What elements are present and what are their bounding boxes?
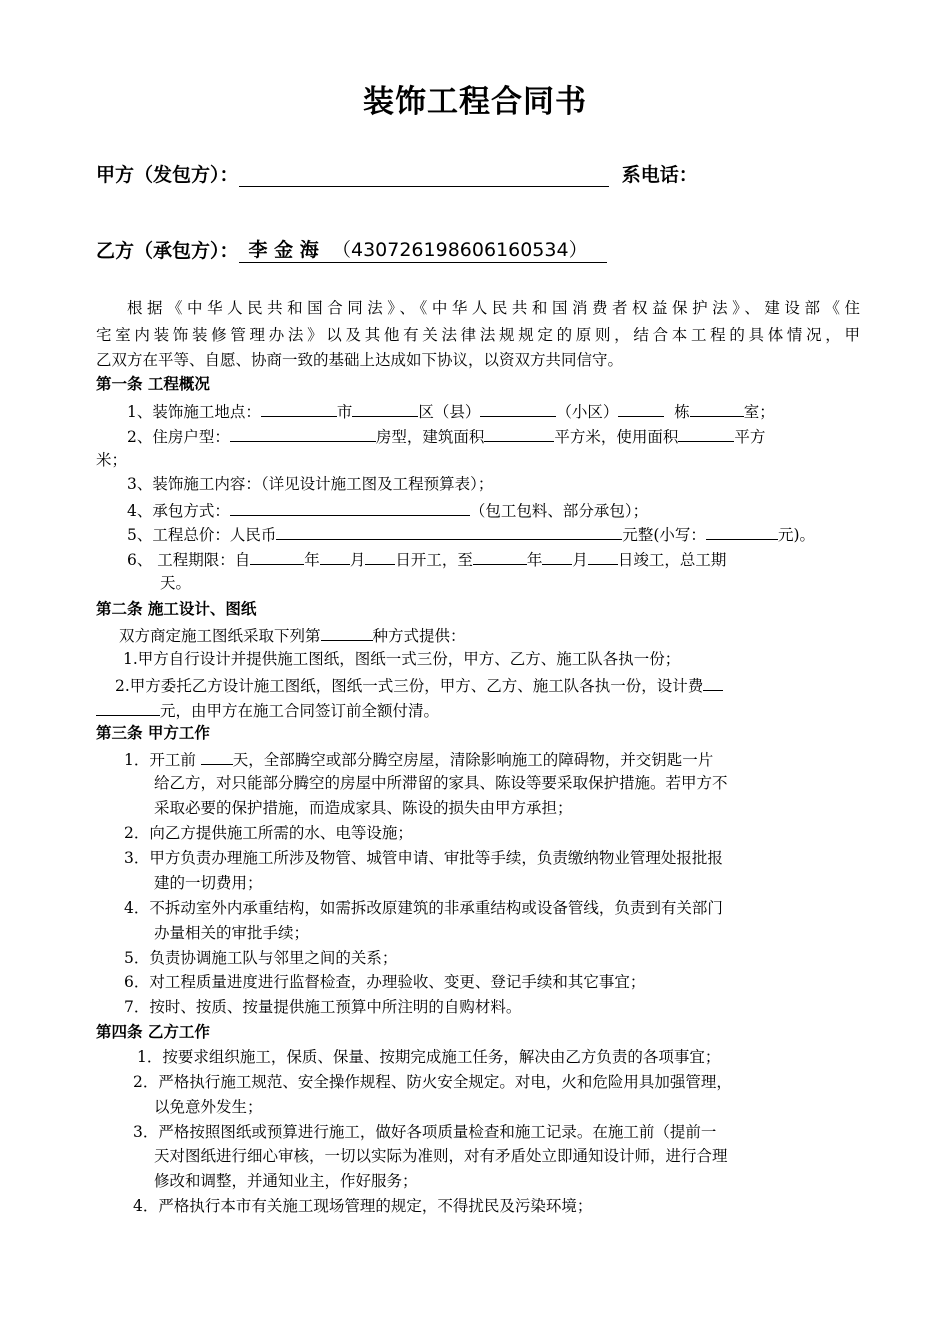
- start-day-blank[interactable]: [365, 548, 395, 565]
- party-a-label: 甲方（发包方）：: [96, 164, 239, 186]
- s4-line-7: 4．严格执行本市有关施工现场管理的规定，不得扰民及污染环境；: [133, 1197, 593, 1215]
- s3-line-3: 采取必要的保护措施，而造成家具、陈设的损失由甲方承担；: [154, 799, 573, 817]
- start-month-blank[interactable]: [320, 548, 350, 565]
- end-year-blank[interactable]: [473, 548, 527, 565]
- building-area-blank[interactable]: [484, 425, 554, 442]
- s2-l4-text: 元，由甲方在施工合同签订前全额付清。: [160, 702, 440, 720]
- party-a-line: [96, 160, 698, 187]
- s3-line-5: 3．甲方负责办理施工所涉及物管、城管申请、审批等手续，负责缴纳物业管理处报批报: [124, 849, 723, 867]
- intro-line-2: 宅室内装饰装修管理办法》以及其他有关法律法规规定的原则，结合本工程的具体情况，甲: [96, 326, 860, 344]
- room-blank[interactable]: [690, 400, 744, 417]
- s1-i4-text-b: （包工包料、部分承包）；: [469, 502, 649, 520]
- s1-i5-text-c: 元)。: [777, 526, 815, 544]
- s1-i2-text-c: 平方米，使用面积: [554, 428, 679, 446]
- s4-line-3: 以免意外发生；: [154, 1098, 263, 1116]
- s3-l1-text-b: 天，全部腾空或部分腾空房屋，清除影响施工的障碍物，并交钥匙一片: [232, 751, 714, 769]
- s3-line-9: 5．负责协调施工队与邻里之间的关系；: [124, 949, 398, 967]
- s1-i1-text-b: 市: [336, 403, 353, 421]
- s1-item-2-cont: 米；: [96, 451, 128, 469]
- intro-line-3: 乙双方在平等、自愿、协商一致的基础上达成如下协议，以资双方共同信守。: [96, 351, 624, 369]
- s1-i4-text-a: 4、承包方式：: [127, 502, 230, 520]
- s1-item-4: [127, 499, 648, 521]
- s1-i6-text-d: 日开工，至: [395, 551, 473, 569]
- s1-i1-text-c: 区（县）: [418, 403, 481, 421]
- s3-line-7: 4．不拆动室外内承重结构，如需拆改原建筑的非承重结构或设备管线，负责到有关部门: [124, 899, 723, 917]
- section-2-heading: 第二条 施工设计、图纸: [96, 600, 257, 618]
- party-b-name: 李 金 海: [248, 239, 319, 261]
- total-price-number-blank[interactable]: [706, 523, 778, 540]
- total-price-words-blank[interactable]: [276, 523, 622, 540]
- community-blank[interactable]: [480, 400, 556, 417]
- s1-item-6-cont: 天。: [160, 574, 192, 592]
- s1-i2-text-a: 2、住房户型：: [127, 428, 230, 446]
- s4-line-4: 3．严格按照图纸或预算进行施工，做好各项质量检查和施工记录。在施工前（提前一: [133, 1123, 717, 1141]
- s1-i6-text-c: 月: [349, 551, 366, 569]
- party-b-line: [96, 235, 607, 263]
- s1-item-3: 3、装饰施工内容：（详见设计施工图及工程预算表）；: [127, 475, 494, 493]
- section-1-heading: 第一条 工程概况: [96, 375, 210, 393]
- party-b-field[interactable]: [239, 235, 607, 263]
- s1-i5-text-a: 5、工程总价：人民币: [127, 526, 277, 544]
- design-fee-blank-b[interactable]: [96, 699, 160, 716]
- s3-l1-text-a: 1．开工前: [124, 751, 201, 769]
- s2-line-4: [96, 699, 439, 721]
- s3-line-2: 给乙方，对只能部分腾空的房屋中所滞留的家具、陈设等要采取保护措施。若甲方不: [154, 774, 728, 792]
- s1-i5-text-b: 元整(小写：: [622, 526, 706, 544]
- s4-line-2: 2．严格执行施工规范、安全操作规程、防火安全规定。对电，火和危险用具加强管理，: [133, 1073, 732, 1091]
- s2-l1-text-a: 双方商定施工图纸采取下列第: [119, 627, 321, 645]
- s2-line-1: [119, 624, 466, 646]
- building-blank[interactable]: [618, 400, 664, 417]
- section-3-heading: 第三条 甲方工作: [96, 724, 210, 742]
- s2-line-2: 1.甲方自行设计并提供施工图纸，图纸一式三份，甲方、乙方、施工队各执一份；: [123, 650, 681, 668]
- end-day-blank[interactable]: [588, 548, 618, 565]
- section-4-heading: 第四条 乙方工作: [96, 1023, 210, 1041]
- s3-line-11: 7．按时、按质、按量提供施工预算中所注明的自购材料。: [124, 998, 522, 1016]
- s1-item-1: [127, 400, 775, 422]
- start-year-blank[interactable]: [250, 548, 304, 565]
- s1-item-2: [127, 425, 765, 447]
- party-a-phone-label: 系电话：: [621, 164, 698, 186]
- s4-line-1: 1．按要求组织施工，保质、保量、按期完成施工任务，解决由乙方负责的各项事宜；: [137, 1048, 721, 1066]
- s1-i2-text-d: 平方: [734, 428, 766, 446]
- s3-line-1: [124, 748, 713, 770]
- s1-i1-text-f: 室；: [743, 403, 775, 421]
- house-type-blank[interactable]: [230, 425, 376, 442]
- days-before-blank[interactable]: [201, 748, 233, 765]
- s1-i6-text-a: 6、 工程期限：自: [127, 551, 251, 569]
- s1-i1-text-e: 栋: [674, 403, 690, 421]
- s4-line-5: 天对图纸进行细心审核，一切以实际为准则，对有矛盾处立即通知设计师，进行合理: [154, 1147, 728, 1165]
- s2-line-3: [115, 674, 723, 696]
- s3-line-4: 2．向乙方提供施工所需的水、电等设施；: [124, 824, 413, 842]
- party-a-name-field[interactable]: [239, 166, 609, 187]
- s3-line-6: 建的一切费用；: [154, 874, 263, 892]
- s1-i6-text-g: 日竣工，总工期: [617, 551, 727, 569]
- s3-line-8: 办量相关的审批手续；: [154, 924, 310, 942]
- party-b-label: 乙方（承包方）：: [96, 240, 239, 262]
- s1-i6-text-f: 月: [572, 551, 588, 569]
- district-blank[interactable]: [352, 400, 418, 417]
- s1-item-6: [127, 548, 726, 570]
- party-b-id: （430726198606160534）: [331, 239, 588, 261]
- document-title: 装饰工程合同书: [363, 84, 587, 120]
- contract-mode-blank[interactable]: [230, 499, 470, 516]
- s1-i1-text-d: （小区）: [556, 403, 619, 421]
- intro-line-1: 根据《中华人民共和国合同法》、《中华人民共和国消费者权益保护法》、建设部《住: [127, 299, 860, 317]
- s4-line-6: 修改和调整，并通知业主，作好服务；: [154, 1172, 418, 1190]
- s1-i6-text-b: 年: [304, 551, 320, 569]
- s1-i6-text-e: 年: [526, 551, 543, 569]
- usable-area-blank[interactable]: [678, 425, 734, 442]
- s3-line-10: 6．对工程质量进度进行监督检查，办理验收、变更、登记手续和其它事宜；: [124, 973, 646, 991]
- design-fee-blank-a[interactable]: [703, 674, 723, 691]
- s1-item-5: [127, 523, 815, 545]
- s2-l1-text-b: 种方式提供：: [372, 627, 466, 645]
- city-blank[interactable]: [261, 400, 337, 417]
- design-option-blank[interactable]: [321, 624, 373, 641]
- end-month-blank[interactable]: [542, 548, 572, 565]
- s1-i2-text-b: 房型，建筑面积: [375, 428, 485, 446]
- s1-i1-text-a: 1、装饰施工地点：: [127, 403, 261, 421]
- s2-l3-text: 2.甲方委托乙方设计施工图纸，图纸一式三份，甲方、乙方、施工队各执一份，设计费: [115, 677, 704, 695]
